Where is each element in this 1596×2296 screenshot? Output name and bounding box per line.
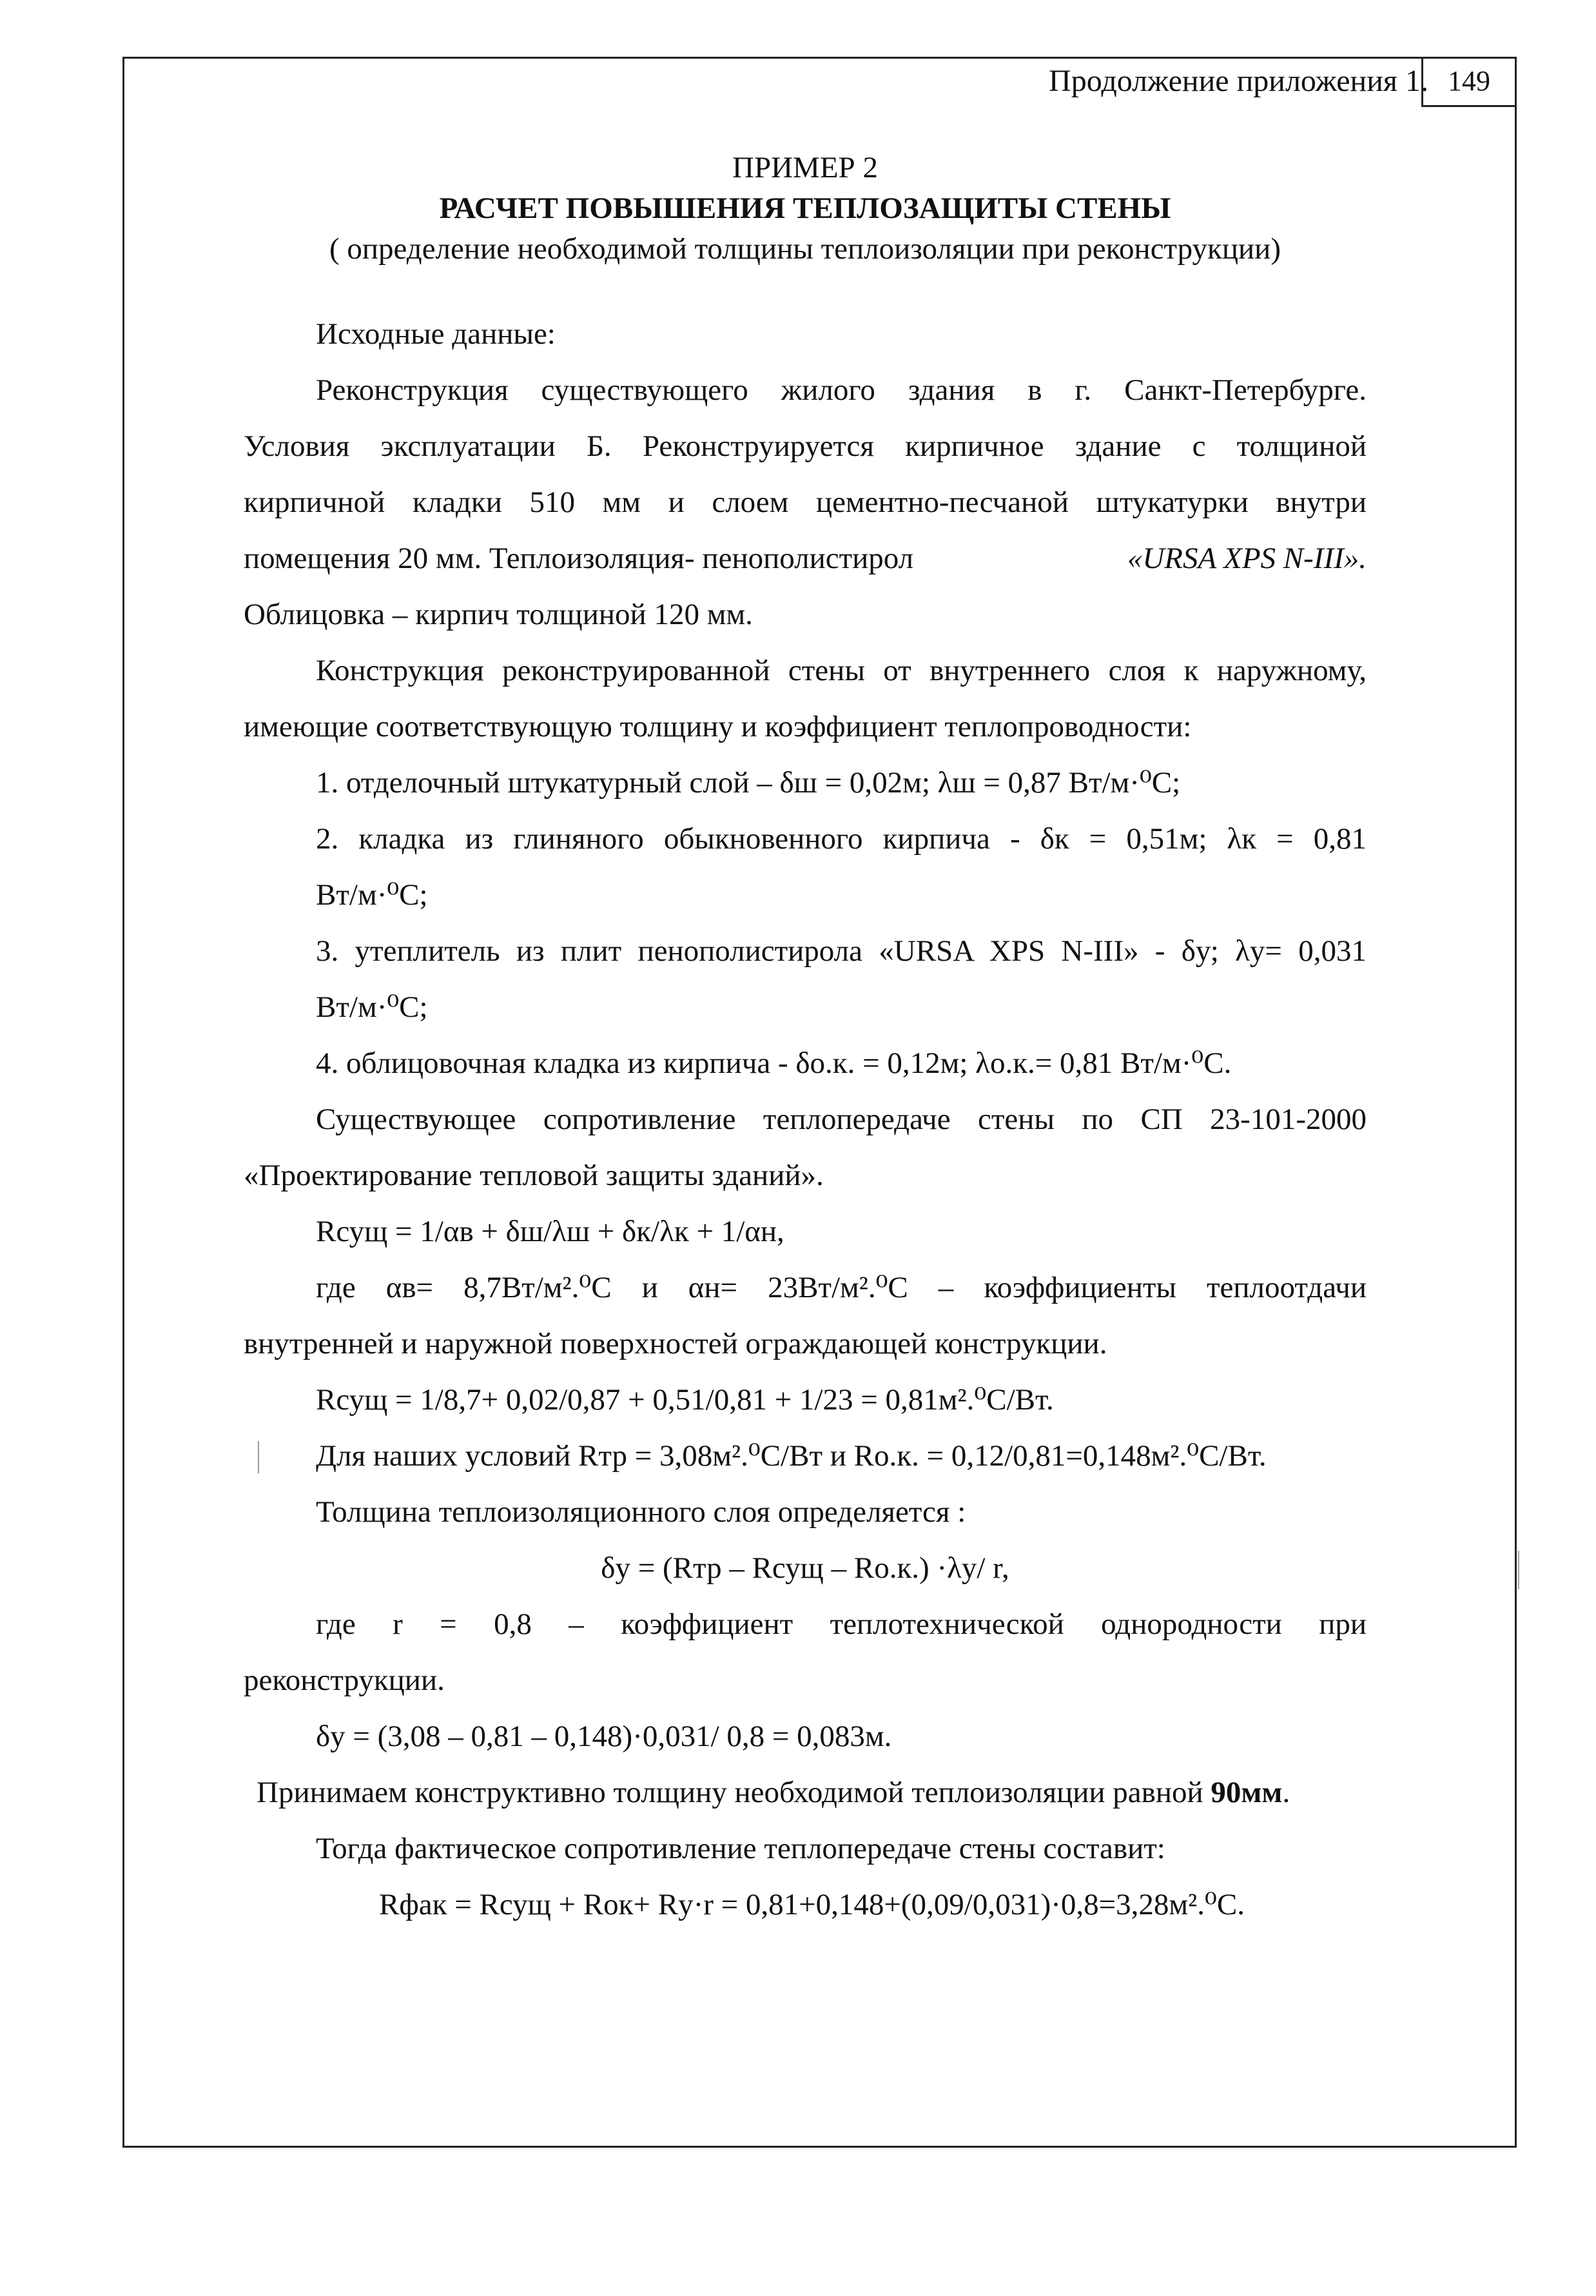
formula-r-existing-calc: Rсущ = 1/8,7+ 0,02/0,87 + 0,51/0,81 + 1/23 = 0,81м².⁰С/Вт. xyxy=(316,1383,1054,1417)
initial-data-heading: Исходные данные: xyxy=(316,317,556,351)
continuation-label: Продолжение приложения 1. xyxy=(1049,64,1428,98)
layer-item-2-unit: Вт/м·⁰С; xyxy=(316,878,428,912)
accept-text: Принимаем конструктивно толщину необходимой теплоизоляции равной xyxy=(257,1776,1211,1809)
layer-item-3-unit: Вт/м·⁰С; xyxy=(316,990,428,1024)
existing-line-1: Существующее сопротивление теплопередаче стены по СП 23-101-2000 xyxy=(316,1103,1367,1136)
construction-line-1: Конструкция реконструированной стены от внутреннего слоя к наружному, xyxy=(316,654,1367,687)
layer-item-1: 1. отделочный штукатурный слой – δш = 0,02м; λш = 0,87 Вт/м·⁰С; xyxy=(316,766,1181,800)
document-title: РАСЧЕТ ПОВЫШЕНИЯ ТЕПЛОЗАЩИТЫ СТЕНЫ xyxy=(439,191,1171,225)
r-definition-line-2: реконструкции. xyxy=(244,1663,445,1697)
layer-item-2: 2. кладка из глиняного обыкновенного кирпича - δк = 0,51м; λк = 0,81 xyxy=(316,822,1367,856)
formula-delta-calc: δу = (3,08 – 0,81 – 0,148)·0,031/ 0,8 = 0,083м. xyxy=(316,1720,892,1753)
layer-item-4: 4. облицовочная кладка из кирпича - δо.к. = 0,12м; λо.к.= 0,81 Вт/м·⁰С. xyxy=(316,1046,1232,1080)
accept-value: 90мм xyxy=(1211,1776,1283,1809)
formula-delta: δу = (Rтр – Rсущ – Rо.к.) ·λу/ r, xyxy=(601,1551,1009,1585)
intro-line-2: Условия эксплуатации Б. Реконструируется кирпичное здание с толщиной xyxy=(244,429,1367,463)
frame-bottom-line xyxy=(122,2146,1517,2148)
scan-mark-left xyxy=(258,1441,259,1473)
product-name: «URSA XPS N-III». xyxy=(1127,542,1367,575)
intro-line-1: Реконструкция существующего жилого здания в г. Санкт-Петербурге. xyxy=(316,373,1367,407)
layer-item-3: 3. утеплитель из плит пенополистирола «URSA XPS N-III» - δу; λу= 0,031 xyxy=(316,934,1367,968)
accept-line: Принимаем конструктивно толщину необходимой теплоизоляции равной 90мм. xyxy=(257,1776,1290,1809)
page-number-box xyxy=(1421,57,1515,107)
intro-line-4 xyxy=(244,539,1367,578)
frame-left-line xyxy=(122,57,124,2147)
scan-mark-right xyxy=(1518,1551,1519,1589)
formula-conditions: Для наших условий Rтр = 3,08м².⁰С/Вт и Rо.к. = 0,12/0,81=0,148м².⁰С/Вт. xyxy=(316,1439,1267,1473)
thickness-heading: Толщина теплоизоляционного слоя определяется : xyxy=(316,1495,966,1529)
example-label: ПРИМЕР 2 xyxy=(732,151,878,184)
frame-top-line xyxy=(122,57,1515,59)
actual-heading: Тогда фактическое сопротивление теплопередаче стены составит: xyxy=(316,1832,1165,1865)
r-definition-line-1: где r = 0,8 – коэффициент теплотехнической однородности при xyxy=(316,1607,1367,1641)
frame-right-line xyxy=(1515,57,1517,2147)
construction-line-2: имеющие соответствующую толщину и коэффициент теплопроводности: xyxy=(244,710,1192,743)
document-subtitle: ( определение необходимой толщины теплоизоляции при реконструкции) xyxy=(329,232,1281,266)
formula-r-actual: Rфак = Rсущ + Rок+ Rу·r = 0,81+0,148+(0,09/0,031)·0,8=3,28м².⁰С. xyxy=(379,1888,1245,1921)
existing-line-2: «Проектирование тепловой защиты зданий». xyxy=(244,1159,824,1192)
formula-where-line-1: где αв= 8,7Вт/м².⁰С и αн= 23Вт/м².⁰С – коэффициенты теплоотдачи xyxy=(316,1271,1367,1304)
formula-r-existing: Rсущ = 1/αв + δш/λш + δк/λк + 1/αн, xyxy=(316,1215,784,1248)
page-number: 149 xyxy=(1448,65,1490,97)
intro-line-4-text: помещения 20 мм. Теплоизоляция- пенополистирол xyxy=(244,542,914,575)
formula-where-line-2: внутренней и наружной поверхностей ограждающей конструкции. xyxy=(244,1327,1107,1360)
intro-line-3: кирпичной кладки 510 мм и слоем цементно-песчаной штукатурки внутри xyxy=(244,486,1367,519)
intro-line-5: Облицовка – кирпич толщиной 120 мм. xyxy=(244,598,753,631)
